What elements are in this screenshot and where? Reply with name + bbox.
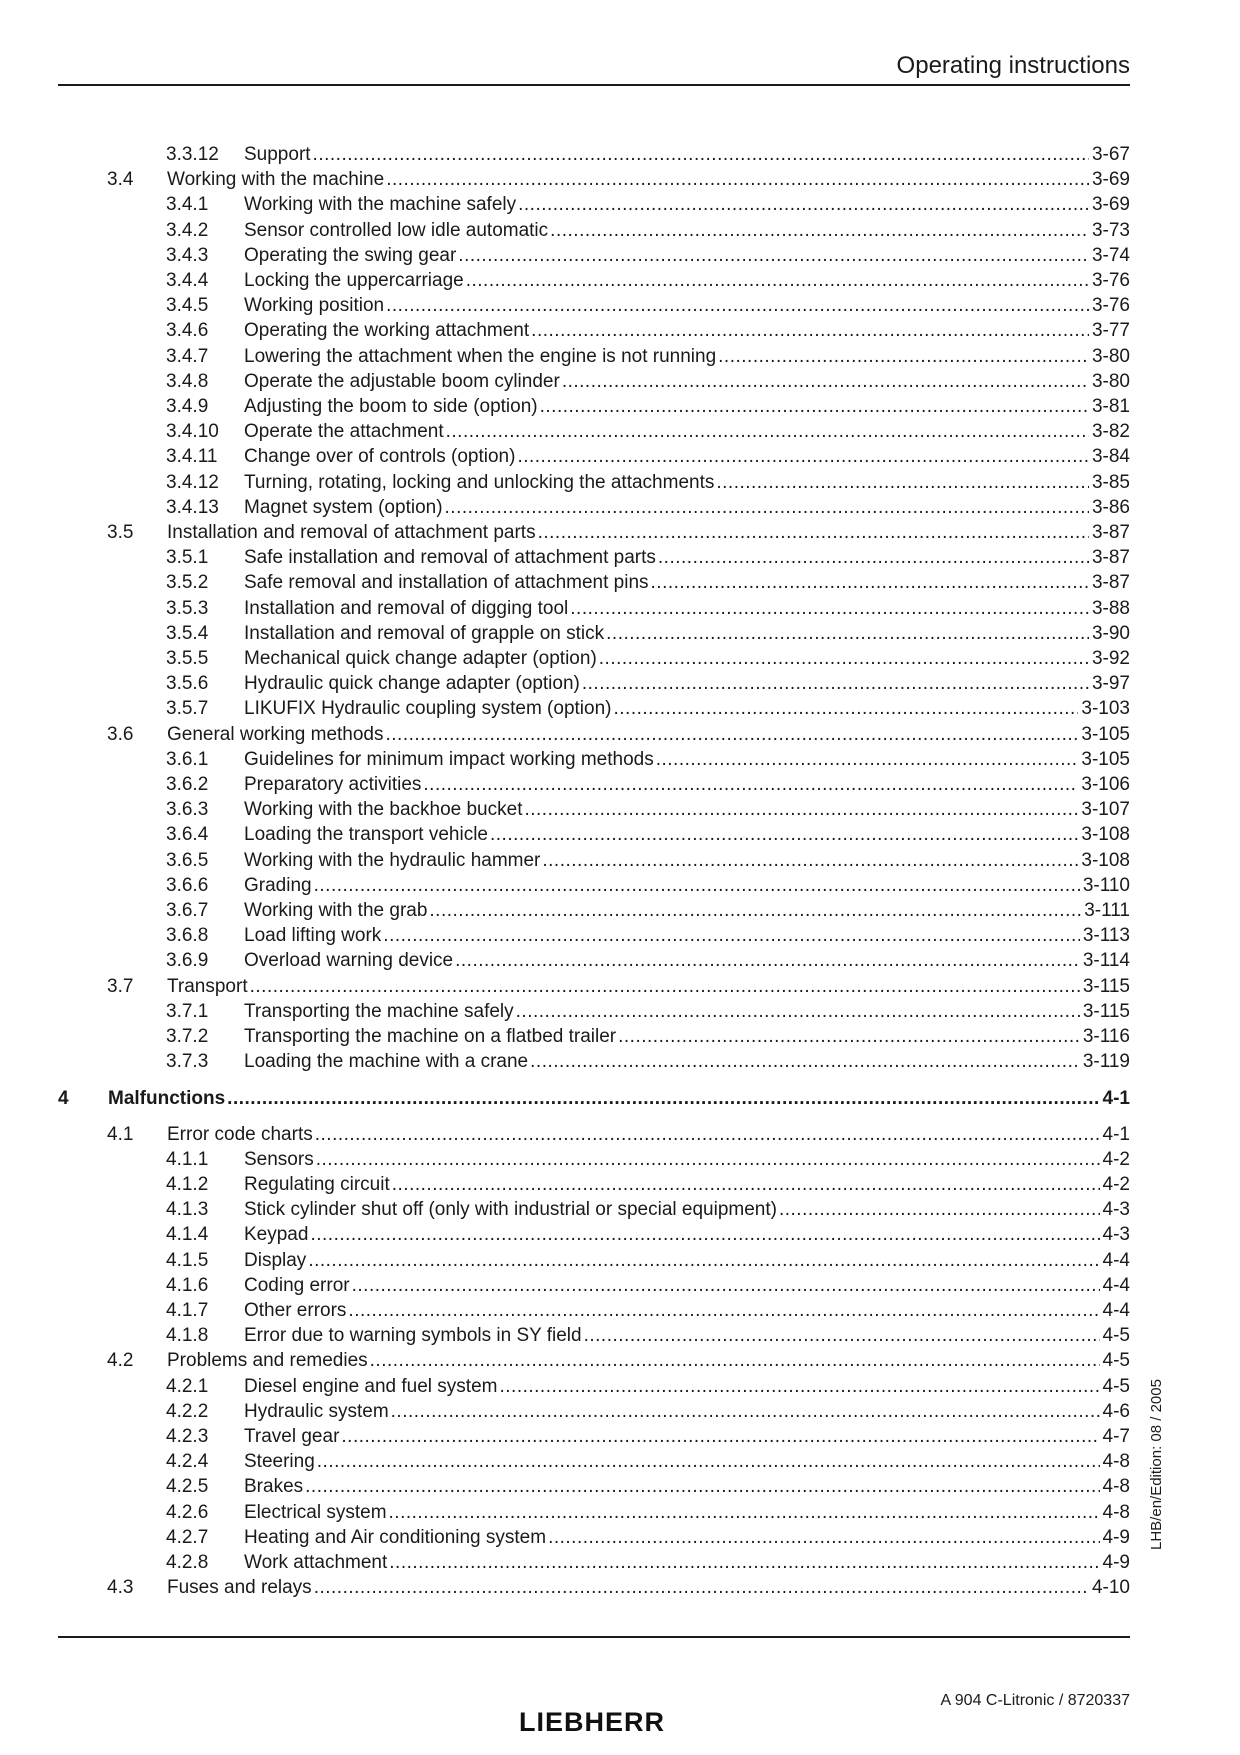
toc-entry-title: Regulating circuit bbox=[244, 1174, 390, 1195]
toc-entry-page: 3-67 bbox=[1091, 144, 1130, 165]
toc-subsection-entry[interactable] bbox=[166, 1197, 1130, 1222]
toc-subsection-entry[interactable] bbox=[166, 243, 1130, 268]
toc-entry-number: 3.3.12 bbox=[166, 144, 219, 165]
toc-entry-page: 3-84 bbox=[1091, 446, 1130, 467]
toc-entry-page: 3-108 bbox=[1081, 850, 1130, 871]
toc-entry-title: Loading the transport vehicle bbox=[244, 824, 488, 845]
toc-subsection-entry[interactable] bbox=[166, 1323, 1130, 1348]
toc-subsection-entry[interactable] bbox=[166, 696, 1130, 721]
toc-entry-page: 3-92 bbox=[1091, 648, 1130, 669]
toc-entry-number: 3.4.6 bbox=[166, 320, 209, 341]
toc-subsection-entry[interactable] bbox=[166, 671, 1130, 696]
toc-dot-leader bbox=[540, 394, 1089, 419]
toc-entry-title: Working with the grab bbox=[244, 900, 428, 921]
toc-dot-leader bbox=[314, 873, 1080, 898]
toc-entry-title: Fuses and relays bbox=[167, 1577, 312, 1598]
toc-subsection-entry[interactable] bbox=[166, 1550, 1130, 1575]
toc-entry-title: Sensors bbox=[244, 1149, 314, 1170]
toc-entry-title: Overload warning device bbox=[244, 950, 454, 971]
toc-subsection-entry[interactable] bbox=[166, 1525, 1130, 1550]
toc-subsection-entry[interactable] bbox=[166, 1222, 1130, 1247]
toc-entry-page: 3-114 bbox=[1082, 950, 1130, 971]
toc-entry-title: Transporting the machine safely bbox=[244, 1001, 514, 1022]
toc-entry-page: 4-10 bbox=[1091, 1577, 1130, 1598]
toc-entry-page: 3-80 bbox=[1091, 371, 1130, 392]
toc-dot-leader bbox=[227, 1086, 1099, 1111]
toc-entry-title: Brakes bbox=[244, 1476, 304, 1497]
toc-entry-number: 4.2.6 bbox=[166, 1502, 209, 1523]
footer-rule bbox=[58, 1636, 1130, 1638]
toc-dot-leader bbox=[315, 1122, 1100, 1147]
toc-section-entry[interactable] bbox=[107, 1122, 1130, 1147]
toc-section-entry[interactable] bbox=[107, 167, 1130, 192]
toc-entry-title: Working position bbox=[244, 295, 385, 316]
toc-entry-number: 4.2 bbox=[107, 1350, 134, 1371]
toc-entry-number: 3.6.9 bbox=[166, 950, 209, 971]
toc-entry-title: Working with the machine safely bbox=[244, 194, 517, 215]
toc-dot-leader bbox=[530, 1049, 1080, 1074]
toc-subsection-entry[interactable] bbox=[166, 1172, 1130, 1197]
toc-entry-number: 4.2.8 bbox=[166, 1552, 209, 1573]
toc-entry-title: LIKUFIX Hydraulic coupling system (option) bbox=[244, 698, 612, 719]
toc-entry-number: 3.4.1 bbox=[166, 194, 209, 215]
toc-entry-title: Diesel engine and fuel system bbox=[244, 1376, 498, 1397]
toc-entry-title: Installation and removal of digging tool bbox=[244, 598, 569, 619]
toc-dot-leader bbox=[386, 293, 1089, 318]
toc-subsection-entry[interactable] bbox=[166, 873, 1130, 898]
toc-entry-title: Electrical system bbox=[244, 1502, 387, 1523]
toc-subsection-entry[interactable] bbox=[166, 570, 1130, 595]
toc-entry-number: 3.6.2 bbox=[166, 774, 209, 795]
toc-dot-leader bbox=[316, 1147, 1100, 1172]
toc-dot-leader bbox=[518, 192, 1089, 217]
toc-dot-leader bbox=[524, 797, 1078, 822]
toc-entry-number: 3.5.1 bbox=[166, 547, 209, 568]
toc-entry-page: 4-5 bbox=[1102, 1350, 1130, 1371]
toc-entry-number: 3.4.4 bbox=[166, 270, 209, 291]
toc-subsection-entry[interactable] bbox=[166, 596, 1130, 621]
toc-entry-title: Load lifting work bbox=[244, 925, 382, 946]
header-rule bbox=[58, 84, 1130, 86]
toc-entry-page: 4-6 bbox=[1102, 1401, 1130, 1422]
logo-text: LIEBHERR bbox=[518, 1707, 666, 1736]
toc-dot-leader bbox=[446, 419, 1089, 444]
toc-entry-title: Installation and removal of attachment parts bbox=[167, 522, 536, 543]
toc-dot-leader bbox=[445, 495, 1089, 520]
toc-entry-title: Transport bbox=[167, 976, 248, 997]
toc-subsection-entry[interactable] bbox=[166, 1424, 1130, 1449]
toc-entry-title: Safe installation and removal of attachment parts bbox=[244, 547, 656, 568]
toc-entry-title: Error code charts bbox=[167, 1124, 313, 1145]
toc-entry-page: 3-110 bbox=[1082, 875, 1130, 896]
toc-subsection-entry[interactable] bbox=[166, 444, 1130, 469]
page-header-title: Operating instructions bbox=[896, 52, 1130, 79]
toc-entry-number: 4.1.3 bbox=[166, 1199, 209, 1220]
toc-subsection-entry[interactable] bbox=[166, 344, 1130, 369]
toc-dot-leader bbox=[392, 1172, 1100, 1197]
toc-entry-title: Adjusting the boom to side (option) bbox=[244, 396, 538, 417]
toc-entry-title: Safe removal and installation of attachment pins bbox=[244, 572, 649, 593]
toc-subsection-entry[interactable] bbox=[166, 545, 1130, 570]
toc-entry-title: Work attachment bbox=[244, 1552, 388, 1573]
toc-dot-leader bbox=[718, 344, 1089, 369]
toc-entry-number: 3.4.8 bbox=[166, 371, 209, 392]
toc-entry-title: Operate the adjustable boom cylinder bbox=[244, 371, 560, 392]
toc-entry-page: 4-3 bbox=[1102, 1224, 1130, 1245]
toc-entry-page: 4-2 bbox=[1102, 1174, 1130, 1195]
toc-entry-title: Magnet system (option) bbox=[244, 497, 443, 518]
toc-subsection-entry[interactable] bbox=[166, 142, 1130, 167]
toc-subsection-entry[interactable] bbox=[166, 1449, 1130, 1474]
toc-entry-title: Operating the swing gear bbox=[244, 245, 457, 266]
toc-subsection-entry[interactable] bbox=[166, 1273, 1130, 1298]
toc-section-entry[interactable] bbox=[107, 722, 1130, 747]
toc-entry-title: General working methods bbox=[167, 724, 384, 745]
toc-entry-title: Malfunctions bbox=[108, 1088, 226, 1109]
liebherr-logo bbox=[495, 1706, 690, 1736]
toc-dot-leader bbox=[370, 1348, 1100, 1373]
toc-entry-page: 3-77 bbox=[1091, 320, 1130, 341]
toc-dot-leader bbox=[314, 1575, 1089, 1600]
toc-subsection-entry[interactable] bbox=[166, 1147, 1130, 1172]
toc-entry-number: 3.4.2 bbox=[166, 220, 209, 241]
toc-entry-page: 4-8 bbox=[1102, 1476, 1130, 1497]
toc-entry-number: 3.4 bbox=[107, 169, 134, 190]
toc-entry-title: Hydraulic quick change adapter (option) bbox=[244, 673, 580, 694]
toc-dot-leader bbox=[490, 822, 1078, 847]
toc-subsection-entry[interactable] bbox=[166, 495, 1130, 520]
toc-subsection-entry[interactable] bbox=[166, 419, 1130, 444]
toc-dot-leader bbox=[542, 848, 1078, 873]
toc-dot-leader bbox=[455, 948, 1080, 973]
toc-entry-page: 4-5 bbox=[1102, 1376, 1130, 1397]
toc-dot-leader bbox=[458, 243, 1089, 268]
toc-entry-number: 4.1.5 bbox=[166, 1250, 209, 1271]
toc-subsection-entry[interactable] bbox=[166, 772, 1130, 797]
toc-entry-page: 3-105 bbox=[1081, 749, 1130, 770]
toc-dot-leader bbox=[606, 621, 1089, 646]
toc-dot-leader bbox=[656, 747, 1079, 772]
toc-entry-number: 3.5.3 bbox=[166, 598, 209, 619]
toc-entry-page: 3-85 bbox=[1091, 472, 1130, 493]
toc-entry-page: 4-3 bbox=[1102, 1199, 1130, 1220]
toc-entry-title: Display bbox=[244, 1250, 307, 1271]
toc-subsection-entry[interactable] bbox=[166, 1049, 1130, 1074]
toc-dot-leader bbox=[570, 596, 1089, 621]
toc-entry-number: 4.2.4 bbox=[166, 1451, 209, 1472]
toc-entry-number: 4.2.7 bbox=[166, 1527, 209, 1548]
toc-entry-number: 4.2.2 bbox=[166, 1401, 209, 1422]
toc-entry-title: Operate the attachment bbox=[244, 421, 444, 442]
toc-dot-leader bbox=[429, 898, 1081, 923]
toc-entry-page: 4-1 bbox=[1102, 1124, 1130, 1145]
toc-dot-leader bbox=[584, 1323, 1100, 1348]
toc-entry-title: Grading bbox=[244, 875, 312, 896]
toc-entry-title: Travel gear bbox=[244, 1426, 340, 1447]
toc-subsection-entry[interactable] bbox=[166, 797, 1130, 822]
toc-entry-number: 3.5.7 bbox=[166, 698, 209, 719]
toc-entry-number: 3.6.4 bbox=[166, 824, 209, 845]
toc-entry-title: Error due to warning symbols in SY field bbox=[244, 1325, 582, 1346]
toc-entry-page: 3-86 bbox=[1091, 497, 1130, 518]
footer-model-number: A 904 C-Litronic / 8720337 bbox=[940, 1692, 1130, 1709]
toc-dot-leader bbox=[499, 1374, 1099, 1399]
toc-dot-leader bbox=[466, 268, 1089, 293]
toc-subsection-entry[interactable] bbox=[166, 747, 1130, 772]
toc-dot-leader bbox=[389, 1550, 1099, 1575]
toc-entry-title: Support bbox=[244, 144, 311, 165]
toc-dot-leader bbox=[352, 1273, 1100, 1298]
toc-entry-page: 3-107 bbox=[1081, 799, 1130, 820]
toc-entry-number: 3.5.4 bbox=[166, 623, 209, 644]
toc-subsection-entry[interactable] bbox=[166, 470, 1130, 495]
toc-subsection-entry[interactable] bbox=[166, 621, 1130, 646]
toc-entry-number: 3.6.1 bbox=[166, 749, 209, 770]
toc-entry-page: 4-4 bbox=[1102, 1275, 1130, 1296]
toc-entry-page: 3-87 bbox=[1091, 572, 1130, 593]
toc-entry-page: 3-115 bbox=[1082, 976, 1130, 997]
toc-entry-title: Turning, rotating, locking and unlocking the attachments bbox=[244, 472, 715, 493]
toc-subsection-entry[interactable] bbox=[166, 1248, 1130, 1273]
toc-entry-number: 4.1.6 bbox=[166, 1275, 209, 1296]
toc-entry-number: 3.6.7 bbox=[166, 900, 209, 921]
toc-subsection-entry[interactable] bbox=[166, 192, 1130, 217]
toc-entry-number: 3.6.6 bbox=[166, 875, 209, 896]
toc-dot-leader bbox=[599, 646, 1089, 671]
toc-entry-number: 3.5 bbox=[107, 522, 134, 543]
toc-dot-leader bbox=[538, 520, 1089, 545]
toc-entry-number: 4.1.1 bbox=[166, 1149, 209, 1170]
toc-entry-page: 3-87 bbox=[1091, 547, 1130, 568]
toc-entry-title: Other errors bbox=[244, 1300, 347, 1321]
toc-dot-leader bbox=[517, 444, 1089, 469]
toc-entry-page: 3-87 bbox=[1091, 522, 1130, 543]
toc-section-entry[interactable] bbox=[107, 974, 1130, 999]
toc-dot-leader bbox=[531, 318, 1089, 343]
toc-entry-number: 4.1.2 bbox=[166, 1174, 209, 1195]
toc-entry-page: 4-9 bbox=[1102, 1527, 1130, 1548]
toc-entry-page: 4-1 bbox=[1102, 1088, 1130, 1109]
toc-dot-leader bbox=[386, 722, 1079, 747]
toc-entry-number: 3.5.5 bbox=[166, 648, 209, 669]
toc-dot-leader bbox=[305, 1474, 1099, 1499]
toc-entry-number: 4.1.8 bbox=[166, 1325, 209, 1346]
toc-entry-number: 3.4.9 bbox=[166, 396, 209, 417]
toc-dot-leader bbox=[582, 671, 1089, 696]
toc-subsection-entry[interactable] bbox=[166, 1024, 1130, 1049]
toc-subsection-entry[interactable] bbox=[166, 218, 1130, 243]
toc-entry-number: 4 bbox=[58, 1088, 69, 1109]
toc-entry-page: 3-81 bbox=[1091, 396, 1130, 417]
toc-entry-number: 4.1.4 bbox=[166, 1224, 209, 1245]
toc-entry-number: 3.7.3 bbox=[166, 1051, 209, 1072]
toc-entry-page: 4-2 bbox=[1102, 1149, 1130, 1170]
toc-entry-number: 3.7.1 bbox=[166, 1001, 209, 1022]
toc-entry-title: Lowering the attachment when the engine is not running bbox=[244, 346, 717, 367]
toc-dot-leader bbox=[341, 1424, 1099, 1449]
toc-section-entry[interactable] bbox=[107, 1348, 1130, 1373]
toc-entry-page: 3-103 bbox=[1081, 698, 1130, 719]
toc-entry-page: 3-76 bbox=[1091, 270, 1130, 291]
toc-entry-title: Locking the uppercarriage bbox=[244, 270, 464, 291]
toc-entry-number: 3.4.3 bbox=[166, 245, 209, 266]
toc-dot-leader bbox=[548, 1525, 1099, 1550]
toc-entry-page: 3-113 bbox=[1082, 925, 1130, 946]
toc-entry-page: 3-111 bbox=[1084, 900, 1130, 921]
toc-chapter-entry[interactable] bbox=[58, 1086, 1130, 1111]
toc-entry-title: Working with the hydraulic hammer bbox=[244, 850, 541, 871]
toc-subsection-entry[interactable] bbox=[166, 898, 1130, 923]
toc-entry-number: 3.4.12 bbox=[166, 472, 219, 493]
toc-dot-leader bbox=[386, 167, 1089, 192]
toc-entry-title: Guidelines for minimum impact working methods bbox=[244, 749, 654, 770]
toc-entry-title: Mechanical quick change adapter (option) bbox=[244, 648, 597, 669]
toc-entry-number: 3.4.13 bbox=[166, 497, 219, 518]
toc-subsection-entry[interactable] bbox=[166, 293, 1130, 318]
toc-dot-leader bbox=[423, 772, 1078, 797]
toc-subsection-entry[interactable] bbox=[166, 999, 1130, 1024]
toc-entry-page: 3-108 bbox=[1081, 824, 1130, 845]
toc-dot-leader bbox=[383, 923, 1080, 948]
toc-entry-number: 3.4.10 bbox=[166, 421, 219, 442]
toc-entry-title: Coding error bbox=[244, 1275, 350, 1296]
toc-entry-page: 3-69 bbox=[1091, 194, 1130, 215]
toc-dot-leader bbox=[516, 999, 1080, 1024]
toc-subsection-entry[interactable] bbox=[166, 318, 1130, 343]
toc-entry-page: 3-76 bbox=[1091, 295, 1130, 316]
toc-entry-title: Working with the backhoe bucket bbox=[244, 799, 523, 820]
toc-entry-page: 3-119 bbox=[1082, 1051, 1130, 1072]
toc-subsection-entry[interactable] bbox=[166, 1474, 1130, 1499]
toc-entry-number: 3.6.3 bbox=[166, 799, 209, 820]
toc-entry-page: 4-4 bbox=[1102, 1300, 1130, 1321]
toc-entry-page: 3-115 bbox=[1082, 1001, 1130, 1022]
toc-subsection-entry[interactable] bbox=[166, 822, 1130, 847]
toc-entry-number: 3.4.5 bbox=[166, 295, 209, 316]
toc-dot-leader bbox=[250, 974, 1080, 999]
toc-dot-leader bbox=[317, 1449, 1100, 1474]
toc-subsection-entry[interactable] bbox=[166, 1374, 1130, 1399]
toc-dot-leader bbox=[618, 1024, 1080, 1049]
toc-entry-page: 3-90 bbox=[1091, 623, 1130, 644]
toc-entry-number: 3.6.8 bbox=[166, 925, 209, 946]
toc-entry-title: Transporting the machine on a flatbed trailer bbox=[244, 1026, 617, 1047]
toc-entry-title: Heating and Air conditioning system bbox=[244, 1527, 547, 1548]
toc-entry-number: 4.2.5 bbox=[166, 1476, 209, 1497]
toc-entry-number: 3.4.11 bbox=[166, 446, 218, 467]
toc-subsection-entry[interactable] bbox=[166, 646, 1130, 671]
toc-dot-leader bbox=[651, 570, 1089, 595]
toc-entry-number: 4.2.1 bbox=[166, 1376, 209, 1397]
toc-entry-page: 4-9 bbox=[1102, 1552, 1130, 1573]
toc-entry-page: 3-97 bbox=[1091, 673, 1130, 694]
toc-entry-number: 3.5.6 bbox=[166, 673, 209, 694]
toc-entry-title: Working with the machine bbox=[167, 169, 385, 190]
toc-entry-page: 4-4 bbox=[1102, 1250, 1130, 1271]
toc-entry-title: Hydraulic system bbox=[244, 1401, 389, 1422]
toc-entry-page: 4-7 bbox=[1102, 1426, 1130, 1447]
toc-entry-page: 4-5 bbox=[1102, 1325, 1130, 1346]
toc-entry-title: Installation and removal of grapple on stick bbox=[244, 623, 605, 644]
toc-entry-page: 3-116 bbox=[1082, 1026, 1130, 1047]
toc-entry-title: Operating the working attachment bbox=[244, 320, 530, 341]
toc-entry-number: 4.1 bbox=[107, 1124, 134, 1145]
toc-entry-number: 3.4.7 bbox=[166, 346, 209, 367]
toc-dot-leader bbox=[658, 545, 1089, 570]
toc-entry-number: 3.7.2 bbox=[166, 1026, 209, 1047]
toc-entry-number: 3.6.5 bbox=[166, 850, 209, 871]
toc-section-entry[interactable] bbox=[107, 520, 1130, 545]
toc-entry-title: Steering bbox=[244, 1451, 315, 1472]
toc-subsection-entry[interactable] bbox=[166, 1298, 1130, 1323]
toc-subsection-entry[interactable] bbox=[166, 848, 1130, 873]
toc-dot-leader bbox=[348, 1298, 1099, 1323]
toc-entry-page: 3-80 bbox=[1091, 346, 1130, 367]
toc-entry-number: 4.3 bbox=[107, 1577, 134, 1598]
toc-dot-leader bbox=[613, 696, 1078, 721]
toc-entry-number: 3.5.2 bbox=[166, 572, 209, 593]
toc-dot-leader bbox=[779, 1197, 1100, 1222]
toc-section-entry[interactable] bbox=[107, 1575, 1130, 1600]
toc-dot-leader bbox=[313, 142, 1089, 167]
toc-subsection-entry[interactable] bbox=[166, 1399, 1130, 1424]
toc-subsection-entry[interactable] bbox=[166, 394, 1130, 419]
toc-dot-leader bbox=[550, 218, 1089, 243]
toc-entry-title: Sensor controlled low idle automatic bbox=[244, 220, 549, 241]
toc-entry-title: Stick cylinder shut off (only with industrial or special equipment) bbox=[244, 1199, 777, 1220]
toc-entry-title: Loading the machine with a crane bbox=[244, 1051, 529, 1072]
toc-entry-page: 3-106 bbox=[1081, 774, 1130, 795]
toc-dot-leader bbox=[310, 1222, 1099, 1247]
toc-entry-number: 4.1.7 bbox=[166, 1300, 209, 1321]
toc-entry-title: Preparatory activities bbox=[244, 774, 422, 795]
toc-entry-page: 3-69 bbox=[1091, 169, 1130, 190]
toc-dot-leader bbox=[562, 369, 1089, 394]
toc-entry-page: 3-82 bbox=[1091, 421, 1130, 442]
toc-entry-title: Change over of controls (option) bbox=[244, 446, 516, 467]
toc-entry-number: 3.7 bbox=[107, 976, 134, 997]
toc-dot-leader bbox=[391, 1399, 1100, 1424]
toc-dot-leader bbox=[308, 1248, 1099, 1273]
toc-dot-leader bbox=[716, 470, 1089, 495]
toc-subsection-entry[interactable] bbox=[166, 1500, 1130, 1525]
toc-entry-page: 3-105 bbox=[1081, 724, 1130, 745]
toc-entry-number: 4.2.3 bbox=[166, 1426, 209, 1447]
toc-subsection-entry[interactable] bbox=[166, 948, 1130, 973]
toc-entry-page: 4-8 bbox=[1102, 1502, 1130, 1523]
toc-entry-page: 4-8 bbox=[1102, 1451, 1130, 1472]
toc-entry-page: 3-73 bbox=[1091, 220, 1130, 241]
toc-entry-number: 3.6 bbox=[107, 724, 134, 745]
toc-entry-title: Keypad bbox=[244, 1224, 309, 1245]
toc-dot-leader bbox=[389, 1500, 1100, 1525]
toc-subsection-entry[interactable] bbox=[166, 268, 1130, 293]
toc-entry-title: Problems and remedies bbox=[167, 1350, 368, 1371]
edition-note: LHB/en/Edition: 08 / 2005 bbox=[1148, 1379, 1165, 1550]
toc-entry-page: 3-74 bbox=[1091, 245, 1130, 266]
toc-subsection-entry[interactable] bbox=[166, 923, 1130, 948]
toc-subsection-entry[interactable] bbox=[166, 369, 1130, 394]
toc-entry-page: 3-88 bbox=[1091, 598, 1130, 619]
